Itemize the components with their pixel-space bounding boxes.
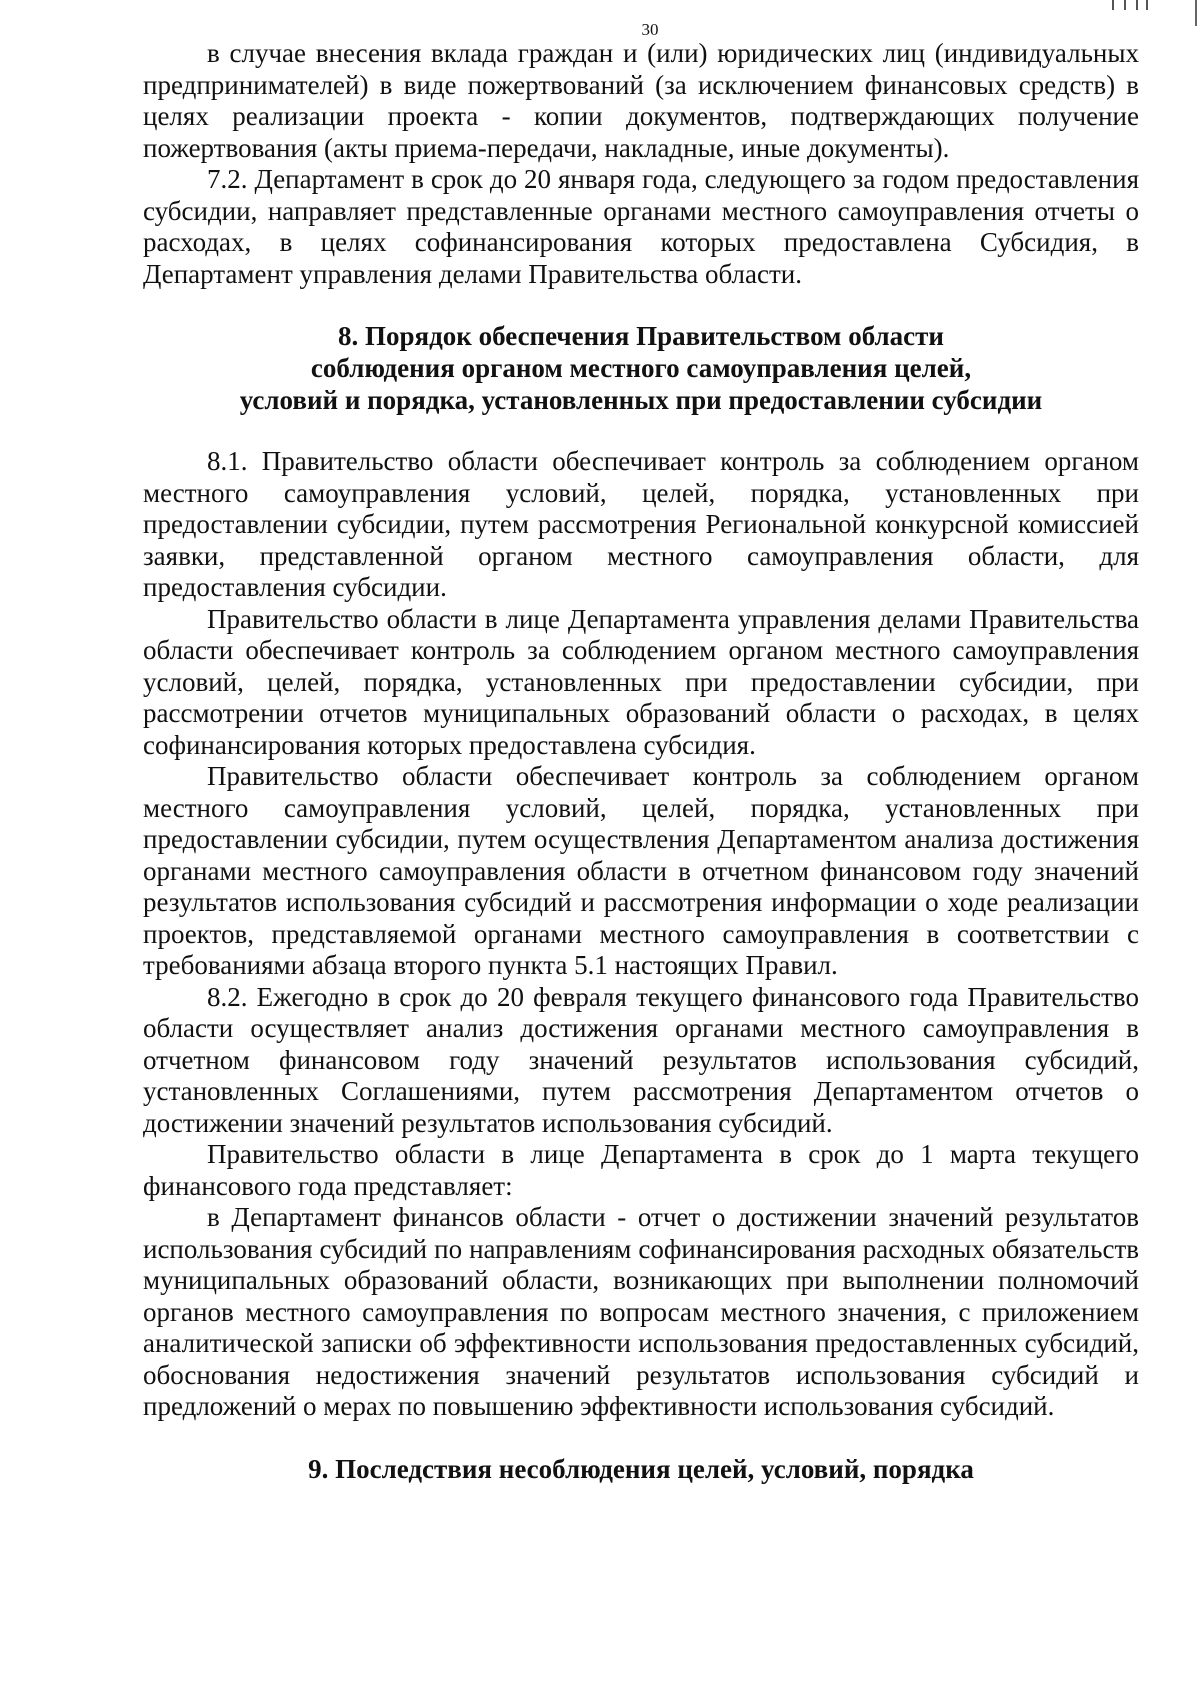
scan-tick xyxy=(1112,0,1114,10)
paragraph-control-reports: Правительство области в лице Департамента управления делами Правительства области обеспечивает контроль за соблюдением органом местного самоуправления условий, целей, порядка, установленных при предоставлении субсидии, при рассмотрении отчетов муниципальных образований области о расходах, в целях софинансирования которых предоставлена субсидия. xyxy=(143,603,1139,760)
section-8-heading-line: 8. Порядок обеспечения Правительством области xyxy=(338,321,944,351)
paragraph-8-1: 8.1. Правительство области обеспечивает контроль за соблюдением органом местного самоуправления условий, целей, порядка, установленных при предоставлении субсидии, путем рассмотрения Региональной конкурсной комиссией заявки, представленной органом местного самоуправления области, для предоставления субсидии. xyxy=(143,446,1139,602)
section-8-heading xyxy=(143,320,1139,416)
scan-tick xyxy=(1124,0,1126,10)
scan-edge-marks xyxy=(1090,0,1200,12)
scan-tick xyxy=(1146,0,1148,10)
paragraph-donation-documents: в случае внесения вклада граждан и (или) юридических лиц (индивидуальных предпринимателей) в виде пожертвований (за исключением финансовых средств) в целях реализации проекта - копии документов, подтверждающих получение пожертвования (акты приема-передачи, накладные, иные документы). xyxy=(143,38,1139,163)
section-8-heading-line: соблюдения органом местного самоуправления целей, xyxy=(310,353,972,383)
scan-tick xyxy=(1136,0,1138,10)
section-9-heading-line: 9. Последствия несоблюдения целей, условий, порядка xyxy=(308,1453,974,1484)
paragraph-7-2: 7.2. Департамент в срок до 20 января года, следующего за годом предоставления субсидии, направляет представленные органами местного самоуправления отчеты о расходах, в целях софинансирования которых предоставлена Субсидия, в Департамент управления делами Правительства области. xyxy=(143,164,1139,289)
paragraph-8-2: 8.2. Ежегодно в срок до 20 февраля текущего финансового года Правительство области осуществляет анализ достижения органами местного самоуправления в отчетном финансовом году значений результатов использования субсидий, установленных Соглашениями, путем рассмотрения Департаментом отчетов о достижении значений результатов использования субсидий. xyxy=(143,981,1139,1138)
paragraph-finance-department-report: в Департамент финансов области - отчет о достижении значений результатов использования субсидий по направлениям софинансирования расходных обязательств муниципальных образований области, возникающих при выполнении полномочий органов местного самоуправления по вопросам местного значения, с приложением аналитической записки об эффективности использования предоставленных субсидий, обоснования недостижения значений результатов использования субсидий и предложений о мерах по повышению эффективности использования субсидий. xyxy=(143,1202,1139,1421)
page-number: 30 xyxy=(641,20,659,39)
document-body xyxy=(143,38,1139,1485)
section-8-heading-line: условий и порядка, установленных при предоставлении субсидии xyxy=(239,385,1043,415)
section-9-heading xyxy=(143,1453,1139,1485)
paragraph-march-report: Правительство области в лице Департамента в срок до 1 марта текущего финансового года представляет: xyxy=(143,1139,1139,1201)
paragraph-control-analysis: Правительство области обеспечивает контроль за соблюдением органом местного самоуправления условий, целей, порядка, установленных при предоставлении субсидии, путем осуществления Департаментом анализа достижения органами местного самоуправления области в отчетном финансовом году значений результатов использования субсидий и рассмотрения информации о ходе реализации проектов, представляемой органами местного самоуправления в соответствии с требованиями абзаца второго пункта 5.1 настоящих Правил. xyxy=(143,761,1139,980)
